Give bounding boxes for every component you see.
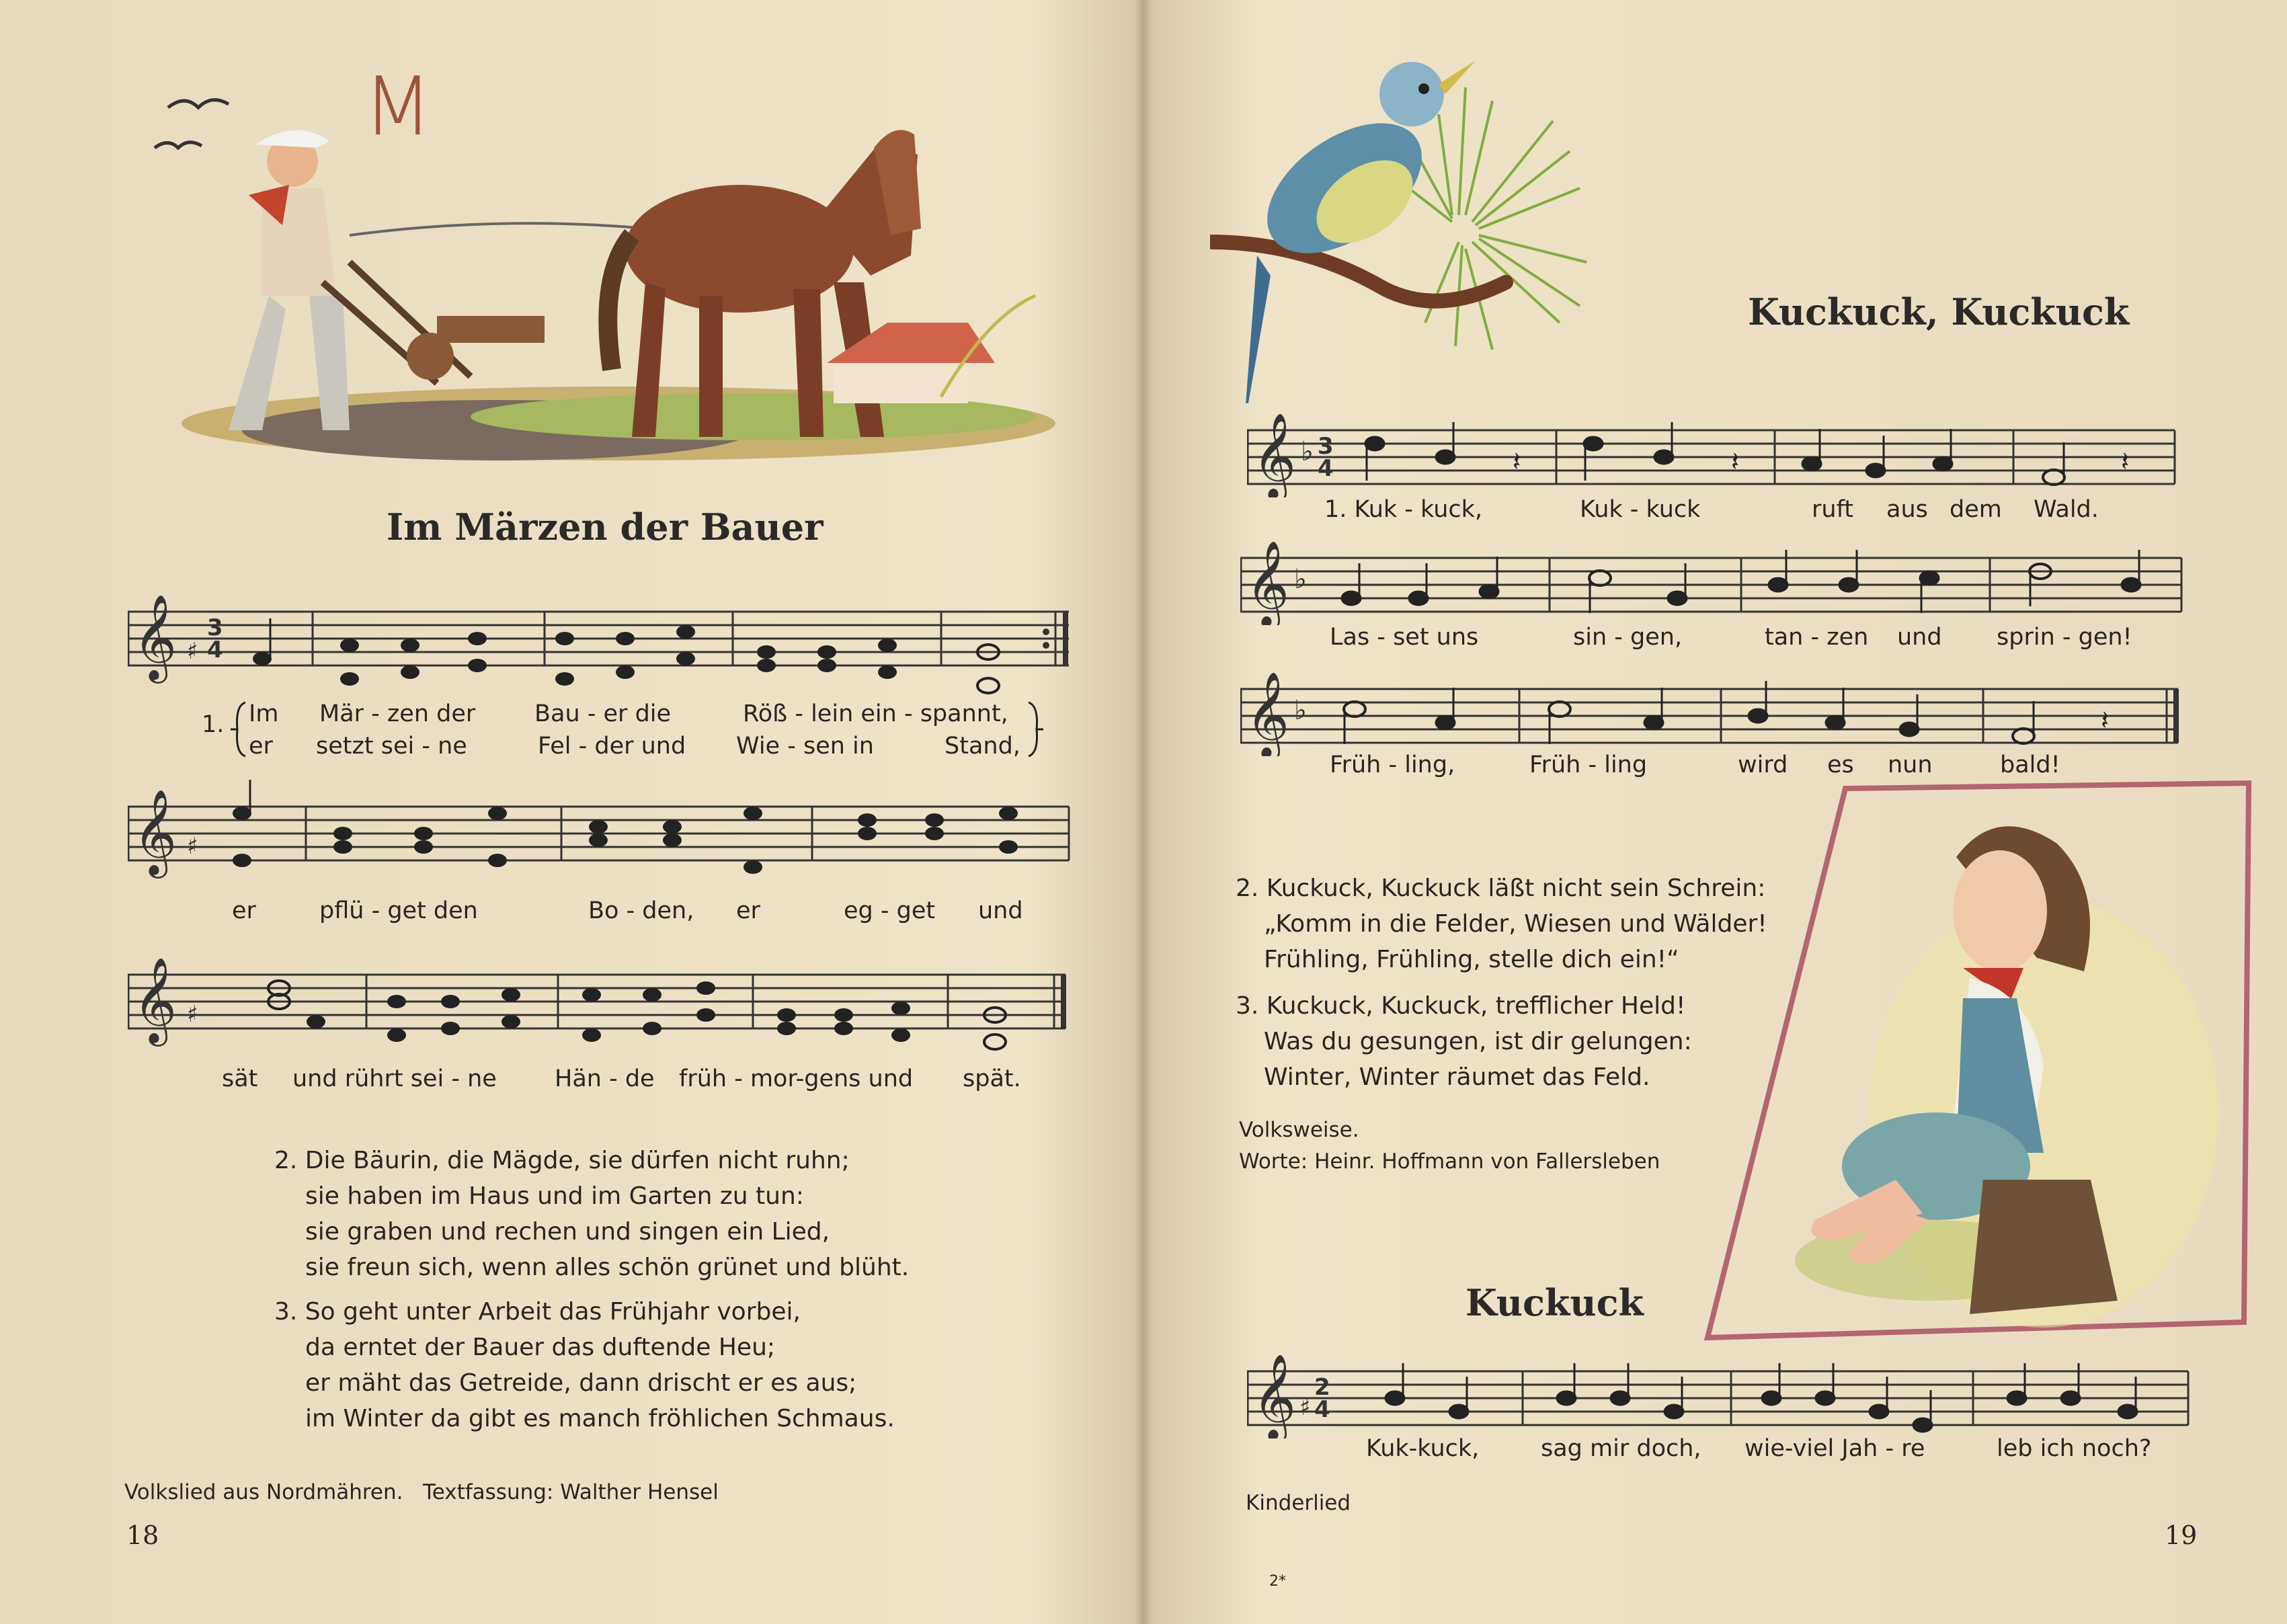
kuckuck-verse-2-line-3: Frühling, Frühling, stelle dich ein!“ <box>1264 946 1679 973</box>
music-staff-3 <box>128 941 1076 1055</box>
svg-text:♭: ♭ <box>1301 436 1314 467</box>
kuckuck-verse-3-line-2: Was du gesungen, ist dir gelungen: <box>1264 1028 1692 1055</box>
kuckuck-song2-lyric-1: sag mir doch, <box>1541 1435 1701 1462</box>
svg-text:𝄞: 𝄞 <box>1252 412 1297 497</box>
svg-text:♭: ♭ <box>1294 695 1307 726</box>
verse1-lyric-a-3: Röß - lein ein - spannt, <box>743 700 1008 727</box>
song-credit: Volkslied aus Nordmähren. Textfassung: Walther Hensel <box>124 1480 719 1504</box>
song-title-kuckuck: Kuckuck <box>1466 1281 1644 1324</box>
song-title-kuckuck-kuckuck: Kuckuck, Kuckuck <box>1748 290 2130 333</box>
kuckuck-staff1-lyric-0: 1. Kuk - kuck, <box>1324 496 1483 523</box>
kuckuck-staff3-lyric-5: bald! <box>2000 752 2060 778</box>
verse1-lyric-b-1: setzt sei - ne <box>316 733 467 760</box>
girl-sitting-illustration <box>1694 776 2265 1348</box>
verse1-lyric-a-0: Im <box>249 700 279 727</box>
kuckuck-staff2-lyric-4: sprin - gen! <box>1997 624 2132 651</box>
song2-credit: Kinderlied <box>1246 1491 1351 1515</box>
kuckuck-staff1-lyric-3: aus <box>1886 496 1928 523</box>
kuckuck-staff3-lyric-0: Früh - ling, <box>1330 752 1455 778</box>
kuckuck-staff3-lyric-1: Früh - ling <box>1529 752 1648 778</box>
staff3-lyric-1: und rührt sei - ne <box>292 1065 497 1092</box>
verse-3-line-4: im Winter da gibt es manch fröhlichen Schmaus. <box>305 1405 895 1432</box>
verse-2-line-2: sie haben im Haus und im Garten zu tun: <box>305 1182 804 1210</box>
verse-3-line-3: er mäht das Getreide, dann drischt er es aus; <box>305 1369 857 1397</box>
svg-text:𝄞: 𝄞 <box>133 957 177 1043</box>
staff3-lyric-3: früh - mor-gens und <box>679 1065 914 1092</box>
verse1-lyric-b-0: er <box>249 733 273 760</box>
kuckuck-staff3-lyric-4: nun <box>1888 752 1933 778</box>
time-signature-bottom: 4 <box>1314 1396 1330 1423</box>
verse-3 <box>274 1294 895 1436</box>
kuckuck-staff2-lyric-0: Las - set uns <box>1330 624 1479 651</box>
time-signature-bottom: 4 <box>207 637 223 663</box>
svg-text:♯: ♯ <box>1299 1394 1311 1421</box>
kuckuck-staff2-lyric-2: tan - zen <box>1765 624 1869 651</box>
kuckuck-verse-2-line-1: 2. Kuckuck, Kuckuck läßt nicht sein Schrein: <box>1236 875 1766 902</box>
staff3-lyric-4: spät. <box>963 1065 1021 1092</box>
verse-2 <box>274 1143 909 1285</box>
time-signature-top: 2 <box>1314 1374 1330 1401</box>
cuckoo-bird-illustration <box>1210 54 1721 403</box>
kuckuck-song2-lyric-0: Kuk-kuck, <box>1366 1435 1480 1462</box>
staff3-lyric-2: Hän - de <box>555 1065 655 1092</box>
words-credit: Worte: Heinr. Hoffmann von Fallersleben <box>1239 1149 1660 1174</box>
verse1-lyric-b-3: Wie - sen in <box>736 733 874 760</box>
page-number-right: 19 <box>2165 1520 2198 1550</box>
kuckuck-verse-2-line-2: „Komm in die Felder, Wiesen und Wälder! <box>1264 910 1767 938</box>
svg-text:𝄞: 𝄞 <box>133 788 177 875</box>
staff2-lyric-2: Bo - den, <box>588 897 694 924</box>
svg-text:𝄽: 𝄽 <box>2121 446 2130 477</box>
kuckuck-song2-staff <box>1247 1351 2195 1438</box>
verse1-number: 1. <box>202 711 225 738</box>
svg-text:♯: ♯ <box>187 1001 198 1028</box>
kuckuck-verse-2 <box>1236 870 1767 977</box>
signature-mark: 2* <box>1269 1573 1286 1590</box>
verse-brace-right <box>1025 699 1045 760</box>
kuckuck-staff1-lyric-5: Wald. <box>2034 496 2099 523</box>
kuckuck-song2-lyric-2: wie-viel Jah - re <box>1744 1435 1925 1462</box>
svg-text:♯: ♯ <box>187 638 198 665</box>
kuckuck-staff3-lyric-3: es <box>1827 752 1854 778</box>
kuckuck-staff1-lyric-4: dem <box>1950 496 2002 523</box>
staff2-lyric-0: er <box>232 897 256 924</box>
kuckuck-verse-3 <box>1236 988 1692 1095</box>
verse-2-line-3: sie graben und rechen und singen ein Lied, <box>305 1218 830 1246</box>
svg-text:𝄽: 𝄽 <box>1513 446 1521 477</box>
svg-text:♯: ♯ <box>187 833 198 860</box>
staff3-lyric-0: sät <box>222 1065 258 1092</box>
staff2-lyric-5: und <box>978 897 1023 924</box>
kuckuck-staff-2 <box>1240 538 2188 625</box>
svg-text:𝄽: 𝄽 <box>1731 446 1740 477</box>
kuckuck-staff-1 <box>1247 410 2188 497</box>
kuckuck-staff-3 <box>1240 669 2188 756</box>
verse-brace-left <box>229 699 249 760</box>
kuckuck-verse-3-line-1: 3. Kuckuck, Kuckuck, trefflicher Held! <box>1236 992 1686 1020</box>
svg-text:𝄞: 𝄞 <box>133 594 177 680</box>
melody-credit: Volksweise. <box>1239 1118 1359 1142</box>
kuckuck-staff2-lyric-3: und <box>1897 624 1942 651</box>
staff2-lyric-1: pflü - get den <box>319 897 478 924</box>
music-staff-2 <box>128 773 1076 887</box>
kuckuck-staff2-lyric-1: sin - gen, <box>1573 624 1683 651</box>
music-staff-1 <box>128 592 1076 699</box>
kuckuck-staff3-lyric-2: wird <box>1738 752 1788 778</box>
page-number: 18 <box>126 1520 159 1550</box>
verse1-lyric-b-2: Fel - der und <box>538 733 686 760</box>
svg-text:𝄞: 𝄞 <box>1246 671 1290 756</box>
staff2-lyric-4: eg - get <box>844 897 936 924</box>
farmer-plowing-illustration <box>148 81 1089 484</box>
svg-text:♭: ♭ <box>1294 564 1307 595</box>
verse1-lyric-a-1: Mär - zen der <box>319 700 476 727</box>
kuckuck-staff1-lyric-2: ruft <box>1812 496 1854 523</box>
handwritten-mark: M <box>363 60 433 154</box>
svg-text:𝄽: 𝄽 <box>2101 705 2110 736</box>
time-signature-top: 3 <box>207 614 223 641</box>
verse-3-line-1: 3. So geht unter Arbeit das Frühjahr vorbei, <box>274 1298 801 1326</box>
song-title: Im Märzen der Bauer <box>387 505 824 549</box>
svg-text:𝄞: 𝄞 <box>1252 1353 1297 1438</box>
verse1-lyric-a-2: Bau - er die <box>534 700 672 727</box>
verse1-lyric-b-4: Stand, <box>945 733 1020 760</box>
kuckuck-verse-3-line-3: Winter, Winter räumet das Feld. <box>1264 1063 1650 1091</box>
time-signature-top: 3 <box>1318 433 1334 460</box>
kuckuck-song2-lyric-3: leb ich noch? <box>1997 1435 2152 1462</box>
staff2-lyric-3: er <box>736 897 760 924</box>
verse-2-line-4: sie freun sich, wenn alles schön grünet und blüht. <box>305 1254 910 1281</box>
verse-3-line-2: da erntet der Bauer das duftende Heu; <box>305 1334 776 1361</box>
time-signature-bottom: 4 <box>1318 455 1334 482</box>
verse-2-line-1: 2. Die Bäurin, die Mägde, sie dürfen nicht ruhn; <box>274 1147 850 1174</box>
svg-text:𝄞: 𝄞 <box>1246 540 1290 625</box>
kuckuck-staff1-lyric-1: Kuk - kuck <box>1580 496 1701 523</box>
